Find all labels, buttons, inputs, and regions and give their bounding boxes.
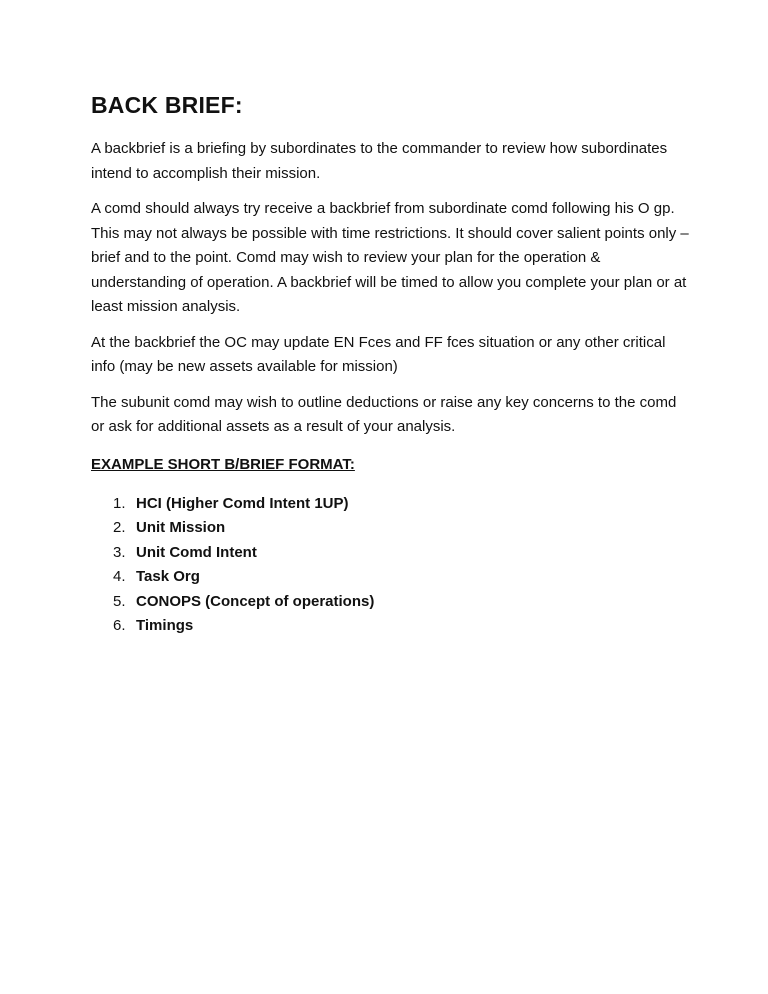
document-page	[91, 92, 691, 639]
list-item-number: 4.	[113, 568, 126, 586]
list-item-number: 2.	[113, 519, 126, 537]
list-item	[91, 565, 691, 590]
list-item	[91, 614, 691, 639]
paragraph-definition: A backbrief is a briefing by subordinates to the commander to review how subordinates intend to accomplish their mission.	[91, 140, 668, 182]
list-item-number: 3.	[113, 543, 126, 561]
list-item	[91, 541, 691, 566]
list-item-text: CONOPS (Concept of operations)	[136, 592, 375, 610]
list-item	[91, 492, 691, 517]
list-item-text: Task Org	[136, 568, 200, 586]
list-item-text: Timings	[136, 617, 194, 635]
list-item-number: 6.	[113, 617, 126, 635]
list-item-text: Unit Mission	[136, 519, 226, 537]
list-item-text: HCI (Higher Comd Intent 1UP)	[136, 494, 349, 512]
format-list	[91, 492, 691, 640]
format-heading: EXAMPLE SHORT B/BRIEF FORMAT:	[91, 455, 355, 473]
document-title: BACK BRIEF:	[91, 92, 243, 118]
list-item-number: 1.	[113, 494, 126, 512]
list-item	[91, 590, 691, 615]
list-item-number: 5.	[113, 592, 126, 610]
paragraph-subunit-comd: The subunit comd may wish to outline deductions or raise any key concerns to the comd or ask for additional assets as a result of your analysis.	[91, 393, 677, 435]
list-item-text: Unit Comd Intent	[136, 543, 257, 561]
paragraph-comd-backbrief: A comd should always try receive a backbrief from subordinate comd following his O gp. This may not always be possible with time restrictions. It should cover salient points only – brief and to the point. Comd may wish to review your plan for the operation & understanding of operation. A backbrief will be timed to allow you complete your plan or at least mission analysis.	[91, 200, 689, 315]
list-item	[91, 516, 691, 541]
paragraph-oc-update: At the backbrief the OC may update EN Fces and FF fces situation or any other critical info (may be new assets available for mission)	[91, 333, 666, 375]
